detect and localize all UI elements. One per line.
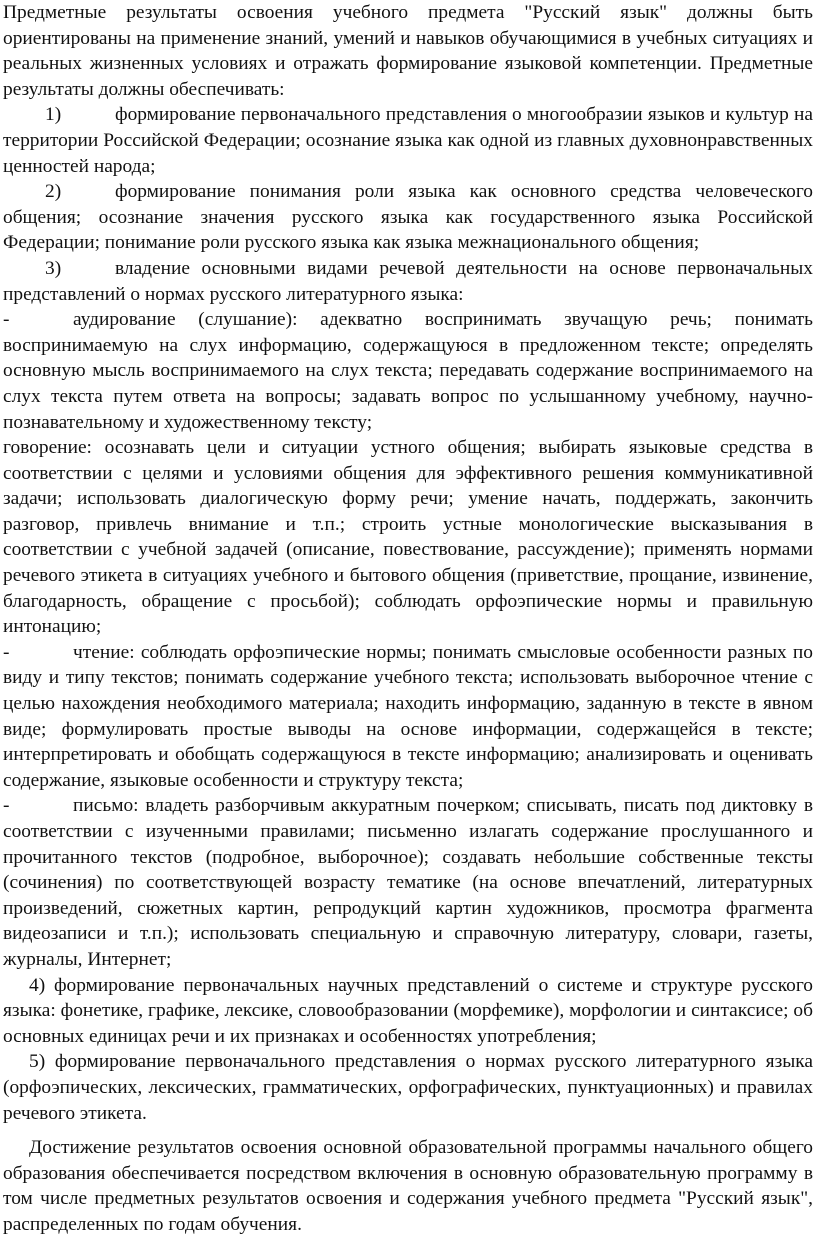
list-item-1-text: формирование первоначального представления о многообразии языков и культур на территории Российской Федерации; осознание языка как одной из главных духовнонравственных ценностей народа; (3, 104, 813, 177)
skill-listening-marker: - (3, 309, 10, 331)
list-item-3 (3, 256, 813, 307)
list-item-5: 5) формирование первоначального представления о нормах русского литературного языка (орфоэпических, лексических, грамматических, орфографических, пунктуационных) и правилах речевого этикета. (3, 1051, 813, 1124)
list-item-2-marker: 2) (45, 181, 62, 203)
list-item-4: 4) формирование первоначальных научных представлений о системе и структуре русского языка: фонетике, графике, лексике, словообразовании (морфемике), морфологии и синтаксисе; об основных единицах речи и их признаках и особенностях употребления; (3, 974, 813, 1047)
list-item-2 (3, 179, 813, 256)
list-item-3-marker: 3) (45, 257, 62, 279)
list-item-1-marker: 1) (45, 104, 62, 126)
skill-reading (3, 640, 813, 794)
list-item-1 (3, 102, 813, 179)
intro-paragraph: Предметные результаты освоения учебного предмета "Русский язык" должны быть ориентированы на применение знаний, умений и навыков обучающимися в учебных ситуациях и реальных жизненных условиях и отражать формирование языковой компетенции. Предметные результаты должны обеспечивать: (3, 2, 813, 100)
conclusion-paragraph: Достижение результатов освоения основной образовательной программы начального общего образования обеспечивается посредством включения в основную образовательную программу в том числе предметных результатов освоения и содержания учебного предмета "Русский язык", распределенных по годам обучения. (3, 1137, 813, 1235)
skill-listening (3, 307, 813, 435)
skill-reading-marker: - (3, 641, 10, 663)
skill-writing-marker: - (3, 795, 10, 817)
skill-speaking: говорение: осознавать цели и ситуации устного общения; выбирать языковые средства в соответствии с целями и условиями общения для эффективного решения коммуникативной задачи; использовать диалогическую форму речи; умение начать, поддержать, закончить разговор, привлечь внимание и т.п.; строить устные монологические высказывания в соответствии с учебной задачей (описание, повествование, рассуждение); применять нормами речевого этикета в ситуациях учебного и бытового общения (приветствие, прощание, извинение, благодарность, обращение с просьбой); соблюдать орфоэпические нормы и правильную интонацию; (3, 437, 813, 638)
skill-writing (3, 793, 813, 972)
list-item-2-text: формирование понимания роли языка как основного средства человеческого общения; осознание значения русского языка как государственного языка Российской Федерации; понимание роли русского языка как языка межнационального общения; (3, 181, 813, 254)
skill-writing-text: письмо: владеть разборчивым аккуратным почерком; списывать, писать под диктовку в соответствии с изученными правилами; письменно излагать содержание прослушанного и прочитанного текстов (подробное, выборочное); создавать небольшие собственные тексты (сочинения) по соответствующей возрасту тематике (на основе впечатлений, литературных произведений, сюжетных картин, репродукций картин художников, просмотра фрагмента видеозаписи и т.п.); использовать специальную и справочную литературу, словари, газеты, журналы, Интернет; (3, 795, 813, 970)
list-item-3-text: владение основными видами речевой деятельности на основе первоначальных представлений о нормах русского литературного языка: (3, 257, 813, 305)
skill-listening-text: аудирование (слушание): адекватно воспринимать звучащую речь; понимать воспринимаемую на слух информацию, содержащуюся в предложенном тексте; определять основную мысль воспринимаемого на слух текста; передавать содержание воспринимаемого на слух текста путем ответа на вопросы; задавать вопрос по услышанному учебному, научно-познавательному и художественному тексту; (3, 309, 813, 433)
skill-reading-text: чтение: соблюдать орфоэпические нормы; понимать смысловые особенности разных по виду и типу текстов; понимать содержание учебного текста; использовать выборочное чтение с целью нахождения необходимого материала; находить информацию, заданную в тексте в явном виде; формулировать простые выводы на основе информации, содержащейся в тексте; интерпретировать и обобщать содержащуюся в тексте информацию; анализировать и оценивать содержание, языковые особенности и структуру текста; (3, 641, 813, 791)
